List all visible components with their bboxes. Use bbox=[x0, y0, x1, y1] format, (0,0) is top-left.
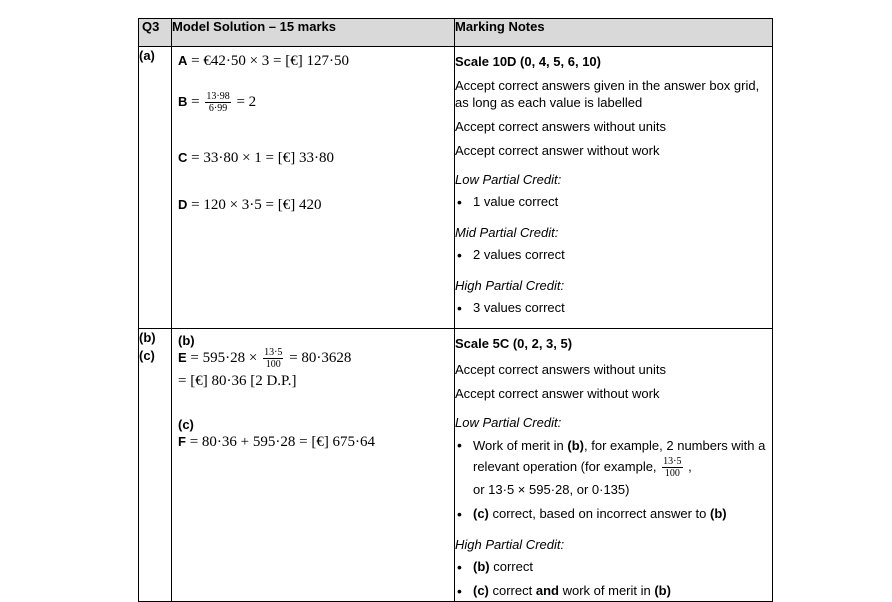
part-a-solution bbox=[172, 47, 455, 329]
low-partial-title: Low Partial Credit: bbox=[455, 172, 562, 187]
bullet-item: • (c) correct, based on incorrect answer to (b) bbox=[455, 504, 772, 524]
high-partial-title: High Partial Credit: bbox=[455, 278, 565, 293]
header-notes: Marking Notes bbox=[455, 19, 773, 47]
fraction: $\frac{13\cdot 5}{100}$ bbox=[663, 456, 682, 480]
bullet-item: • Work of merit in (b), for example, 2 numbers with a relevant operation (for example, $\frac{13\cdot 5}{100}$ , or 13·5 × 595·28, or 0·135) bbox=[455, 435, 772, 500]
part-bc-label bbox=[139, 329, 172, 602]
header-row bbox=[139, 19, 773, 47]
solution-d-line: D = 120 × 3·5 = [€] 420 bbox=[178, 197, 322, 213]
fraction: $\frac{13\cdot 98}{6\cdot 99}$ bbox=[206, 91, 230, 114]
scale-a: Scale 10D (0, 4, 5, 6, 10) bbox=[455, 54, 601, 69]
part-c-label: (c) bbox=[139, 348, 155, 363]
row-part-bc bbox=[139, 329, 773, 602]
bullet-item: • (c) correct and work of merit in (b) bbox=[455, 581, 772, 601]
marking-scheme-table bbox=[138, 18, 773, 602]
accept-note: Accept correct answer without work bbox=[455, 143, 660, 158]
solution-c-title: (c) bbox=[178, 417, 194, 432]
accept-note: Accept correct answers without units bbox=[455, 362, 666, 377]
solution-c-line: C = 33·80 × 1 = [€] 33·80 bbox=[178, 150, 334, 166]
low-partial-title: Low Partial Credit: bbox=[455, 415, 562, 430]
accept-note: Accept correct answers without units bbox=[455, 119, 666, 134]
header-solution: Model Solution – 15 marks bbox=[172, 19, 455, 47]
solution-b-line: B = $\frac{13\cdot 98}{6\cdot 99}$ = 2 bbox=[178, 91, 257, 114]
accept-note: Accept correct answer without work bbox=[455, 386, 660, 401]
part-bc-solution bbox=[172, 329, 455, 602]
mid-partial-title: Mid Partial Credit: bbox=[455, 225, 559, 240]
bullet-item: • 2 values correct bbox=[455, 245, 772, 265]
solution-f-line: F = 80·36 + 595·28 = [€] 675·64 bbox=[178, 434, 376, 450]
bullet-item: • 3 values correct bbox=[455, 298, 772, 318]
solution-e-rounded: = [€] 80·36 [2 D.P.] bbox=[178, 373, 297, 389]
bullet-item: • 1 value correct bbox=[455, 192, 772, 212]
header-question: Q3 bbox=[139, 19, 172, 47]
part-bc-notes bbox=[455, 329, 773, 602]
part-a-notes bbox=[455, 47, 773, 329]
part-b-label: (b) bbox=[139, 330, 156, 345]
scale-bc: Scale 5C (0, 2, 3, 5) bbox=[455, 336, 573, 351]
high-partial-title: High Partial Credit: bbox=[455, 537, 565, 553]
accept-note: Accept correct answers given in the answer box grid, as long as each value is labelled bbox=[455, 78, 760, 110]
solution-a-line: A = €42·50 × 3 = [€] 127·50 bbox=[178, 53, 349, 69]
fraction: $\frac{13\cdot 5}{100}$ bbox=[264, 347, 283, 370]
row-part-a bbox=[139, 47, 773, 329]
solution-b-title: (b) bbox=[178, 333, 195, 348]
part-a-label: (a) bbox=[139, 47, 172, 329]
bullet-item: • (b) correct bbox=[455, 557, 772, 577]
solution-e-line: E = 595·28 × $\frac{13\cdot 5}{100}$ = 80·3628 bbox=[178, 347, 352, 370]
